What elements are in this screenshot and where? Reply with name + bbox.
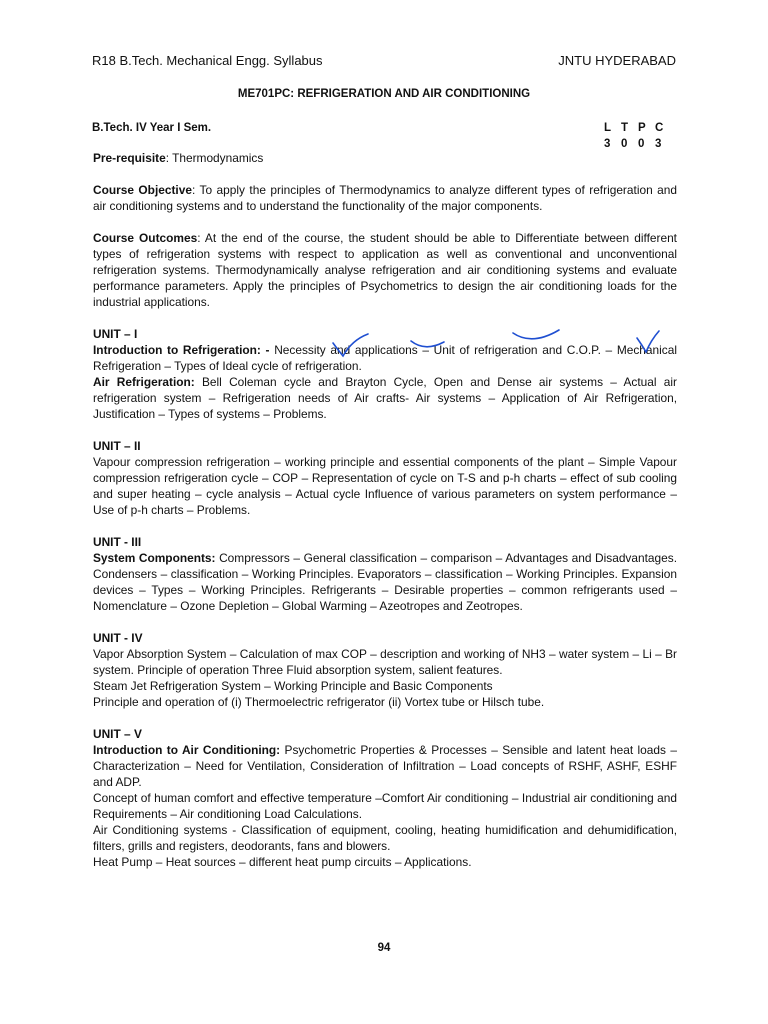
unit1-intro-text: Necessity and applications – Unit of refrigeration and C.O.P. – Mechanical Refrigeration – Types of Ideal cycle of refrigeration. [93,343,677,373]
prerequisite-label: Pre-requisite [93,151,166,165]
unit5-p3: Air Conditioning systems - Classification of equipment, cooling, heating humidification and dehumidification, filters, grills and registers, deodorants, fans and blowers. [93,823,677,853]
objective-text: : To apply the principles of Thermodynamics to analyze different types of refrigeration and air conditioning systems and to understand the functionality of the major components. [93,183,677,213]
unit3-label: System Components: [93,551,216,565]
course-title: ME701PC: REFRIGERATION AND AIR CONDITIONING [237,88,531,100]
unit4-heading: UNIT - IV [93,631,143,645]
prerequisite-text: : Thermodynamics [165,151,264,165]
unit4-p1: Vapor Absorption System – Calculation of max COP – description and working of NH3 – water system – Li – Br system. Principle of operation Three Fluid absorption system, salient features. [93,647,677,677]
unit2-text: Vapour compression refrigeration – working principle and essential components of the plant – Simple Vapour compression refrigeration cycle – COP – Representation of cycle on T-S and p-h charts – effect of sub cooling and super heating – cycle analysis – Actual cycle Influence of various parameters on system performance – Use of p-h charts – Problems. [93,455,677,517]
ltpc-label-t: T [621,122,629,134]
pen-underline-mark-3 [513,330,559,339]
ltpc-value-t: 0 [621,138,628,150]
unit1-air-label: Air Refrigeration: [93,375,195,389]
unit4-p2: Steam Jet Refrigeration System – Working Principle and Basic Components [93,679,493,693]
header-left: R18 B.Tech. Mechanical Engg. Syllabus [92,53,323,68]
ltpc-value-l: 3 [604,138,611,150]
ltpc-value-c: 3 [655,138,662,150]
unit5-p2: Concept of human comfort and effective temperature –Comfort Air conditioning – Industrial air conditioning and Requirements – Air conditioning Load Calculations. [93,791,677,821]
pen-check-mark-1 [333,334,368,356]
unit5-text: Psychometric Properties & Processes – Sensible and latent heat loads – Characterization – Need for Ventilation, Consideration of Infiltration – Load concepts of RSHF, ASHF, ESHF and ADP. [93,743,677,789]
unit1-intro-label: Introduction to Refrigeration: - [93,343,270,357]
unit5-label: Introduction to Air Conditioning: [93,743,281,757]
unit3-heading: UNIT - III [93,535,142,549]
unit2-heading: UNIT – II [93,439,141,453]
unit5-heading: UNIT – V [93,727,142,741]
pen-check-mark-4 [637,331,659,352]
unit5-p4: Heat Pump – Heat sources – different heat pump circuits – Applications. [93,855,472,869]
ltpc-label-l: L [604,122,612,134]
outcomes-label: Course Outcomes [93,231,198,245]
semester-label: B.Tech. IV Year I Sem. [92,122,212,134]
unit1-air-text: Bell Coleman cycle and Brayton Cycle, Open and Dense air systems – Actual air refrigeration system – Refrigeration needs of Air crafts- Air systems – Application of Air Refrigeration, Justification – Types of systems – Problems. [93,375,677,421]
unit3-text: Compressors – General classification – comparison – Advantages and Disadvantages. Condensers – classification – Working Principles. Evaporators – classification – Working Principles. Expansion devices – Types – Working Principles. Refrigerants – Desirable properties – common refrigerants used – Nomenclature – Ozone Depletion – Global Warming – Azeotropes and Zeotropes. [93,551,677,613]
pen-underline-mark-2 [411,341,444,347]
ltpc-label-p: P [638,122,646,134]
unit1-heading: UNIT – I [93,327,138,341]
ltpc-value-p: 0 [638,138,645,150]
ltpc-label-c: C [655,122,664,134]
page-number: 94 [377,942,391,954]
outcomes-text: : At the end of the course, the student should be able to Differentiate between different types of refrigeration systems with respect to application as well as conventional and unconventional refrigeration systems. Thermodynamically analyse refrigeration and air conditioning systems and evaluate performance parameters. Apply the principles of Psychometrics to design the air conditioning loads for the industrial applications. [93,231,677,309]
unit4-p3: Principle and operation of (i) Thermoelectric refrigerator (ii) Vortex tube or Hilsch tube. [93,695,545,709]
header-right: JNTU HYDERABAD [558,53,676,68]
objective-label: Course Objective [93,183,192,197]
